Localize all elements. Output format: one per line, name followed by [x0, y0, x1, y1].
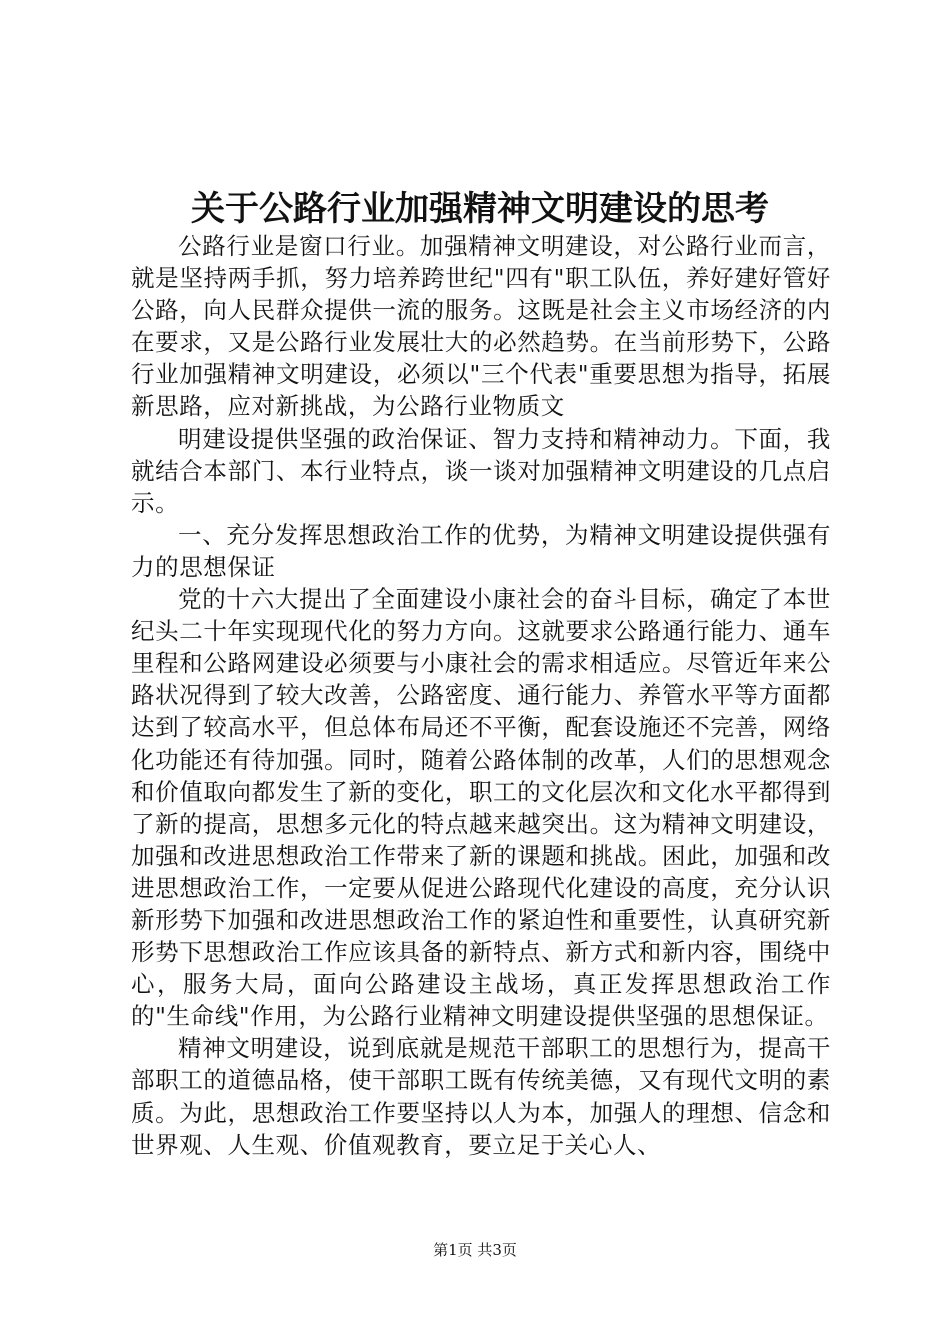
- paragraph-continuation: 明建设提供坚强的政治保证、智力支持和精神动力。下面，我就结合本部门、本行业特点，谈一谈对加强精神文明建设的几点启示。: [131, 424, 831, 517]
- paragraph-section-1-second: 精神文明建设，说到底就是规范干部职工的思想行为，提高干部职工的道德品格，使干部职工既有传统美德，又有现代文明的素质。为此，思想政治工作要坚持以人为本，加强人的理想、信念和世界观、人生观、价值观教育，要立足于关心人、: [131, 1034, 831, 1159]
- section-heading-1: 一、充分发挥思想政治工作的优势，为精神文明建设提供强有力的思想保证: [131, 520, 831, 581]
- page-number-footer: 第1页 共3页: [433, 1241, 517, 1259]
- document-body: [131, 230, 831, 1161]
- document-title: 关于公路行业加强精神文明建设的思考: [191, 189, 769, 229]
- paragraph-intro: 公路行业是窗口行业。加强精神文明建设，对公路行业而言，就是坚持两手抓，努力培养跨世纪"四有"职工队伍，养好建好管好公路，向人民群众提供一流的服务。这既是社会主义市场经济的内在要求，又是公路行业发展壮大的必然趋势。在当前形势下，公路行业加强精神文明建设，必须以"三个代表"重要思想为指导，拓展新思路，应对新挑战，为公路行业物质文: [131, 232, 831, 421]
- paragraph-section-1-body: 党的十六大提出了全面建设小康社会的奋斗目标，确定了本世纪头二十年实现现代化的努力方向。这就要求公路通行能力、通车里程和公路网建设必须要与小康社会的需求相适应。尽管近年来公路状况得到了较大改善，公路密度、通行能力、养管水平等方面都达到了较高水平，但总体布局还不平衡，配套设施还不完善，网络化功能还有待加强。同时，随着公路体制的改革，人们的思想观念和价值取向都发生了新的变化，职工的文化层次和文化水平都得到了新的提高，思想多元化的特点越来越突出。这为精神文明建设，加强和改进思想政治工作带来了新的课题和挑战。困此，加强和改进思想政治工作，一定要从促进公路现代化建设的高度，充分认识新形势下加强和改进思想政治工作的紧迫性和重要性，认真研究新形势下思想政治工作应该具备的新特点、新方式和新内容，围绕中心，服务大局，面向公路建设主战场，真正发挥思想政治工作的"生命线"作用，为公路行业精神文明建设提供坚强的思想保证。: [131, 585, 831, 1031]
